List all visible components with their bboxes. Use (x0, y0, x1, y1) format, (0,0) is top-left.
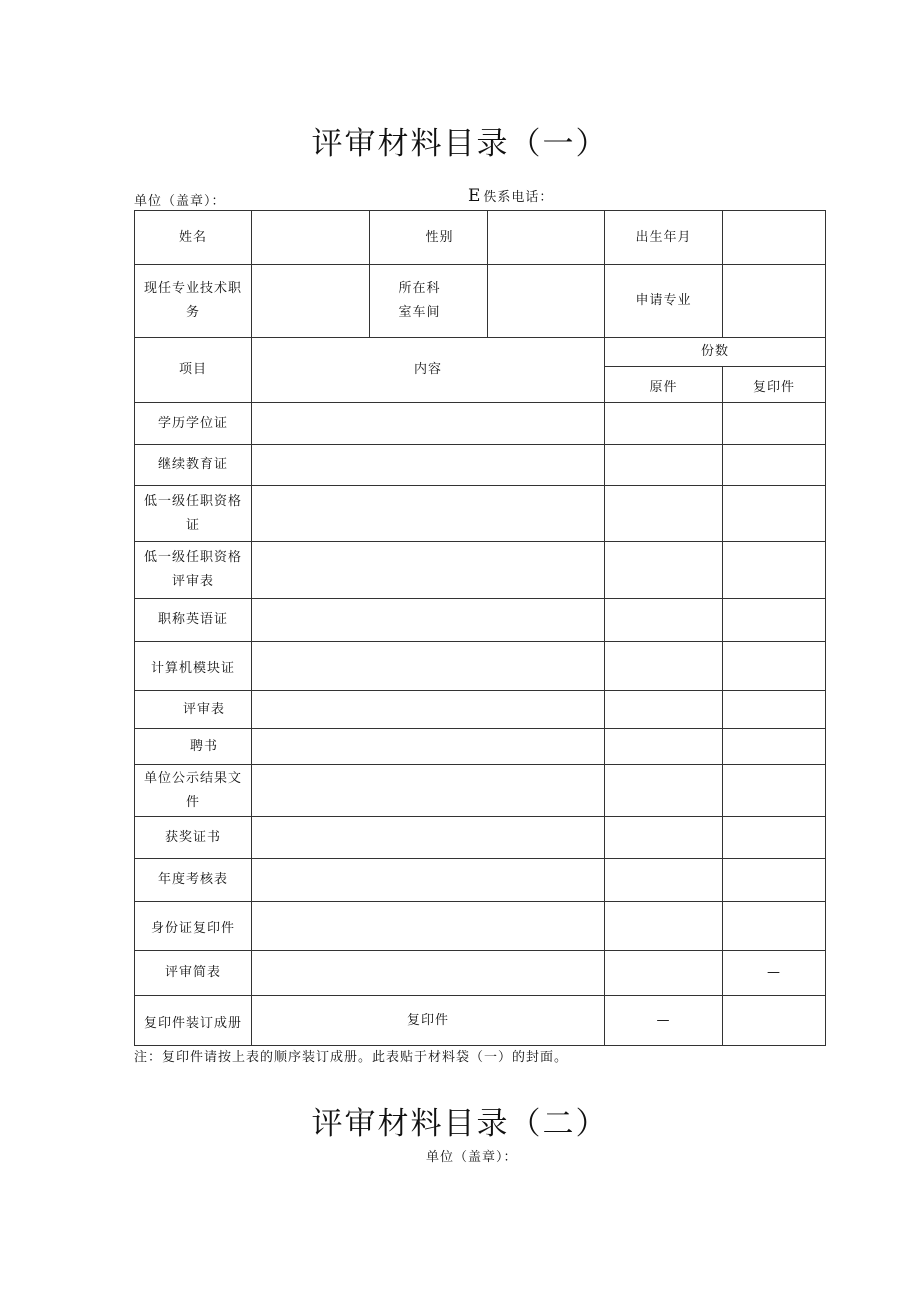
row-item: 职称英语证 (135, 599, 252, 642)
row-original[interactable] (605, 765, 723, 817)
table-row (135, 729, 826, 765)
row-copy[interactable] (723, 902, 826, 951)
row-original[interactable] (605, 542, 723, 599)
row-original[interactable] (605, 486, 723, 542)
unit-label: 单位（盖章）： (134, 194, 226, 209)
phone-label (468, 186, 553, 206)
col-original-header: 原件 (605, 367, 723, 403)
row-item: 学历学位证 (135, 403, 252, 445)
name-label: 姓名 (135, 211, 252, 265)
row-item: 低一级任职资格证 (135, 486, 252, 542)
row-content[interactable] (252, 445, 605, 486)
row-copy[interactable] (723, 691, 826, 729)
row-original[interactable] (605, 642, 723, 691)
table-row (135, 403, 826, 445)
row-original[interactable] (605, 599, 723, 642)
header-row-1 (135, 338, 826, 367)
row-content[interactable] (252, 859, 605, 902)
dept-label: 所在科室车间 (370, 265, 488, 338)
row-original[interactable] (605, 445, 723, 486)
row-copy[interactable] (723, 486, 826, 542)
col-photocopy-header: 复印件 (723, 367, 826, 403)
row-copy[interactable]: — (723, 951, 826, 996)
row-copy[interactable] (723, 642, 826, 691)
row-content[interactable] (252, 902, 605, 951)
info-row-1 (135, 211, 826, 265)
row-content[interactable]: 复印件 (252, 996, 605, 1046)
row-original[interactable] (605, 951, 723, 996)
row-copy[interactable] (723, 996, 826, 1046)
row-copy[interactable] (723, 445, 826, 486)
major-value[interactable] (723, 265, 826, 338)
row-item: 计算机模块证 (135, 642, 252, 691)
row-original[interactable]: — (605, 996, 723, 1046)
col-item-header: 项目 (135, 338, 252, 403)
row-item: 复印件装订成册 (135, 996, 252, 1046)
phone-label-text: 佚系电话： (483, 190, 554, 205)
row-original[interactable] (605, 859, 723, 902)
phone-mark: E (468, 186, 481, 206)
unit-label-2: 单位（盖章）： (426, 1150, 518, 1165)
row-content[interactable] (252, 599, 605, 642)
row-item: 低一级任职资格评审表 (135, 542, 252, 599)
row-copy[interactable] (723, 599, 826, 642)
row-item: 身份证复印件 (135, 902, 252, 951)
row-copy[interactable] (723, 817, 826, 859)
row-original[interactable] (605, 691, 723, 729)
table-row (135, 859, 826, 902)
row-item: 评审简表 (135, 951, 252, 996)
table-row (135, 691, 826, 729)
row-content[interactable] (252, 765, 605, 817)
row-content[interactable] (252, 817, 605, 859)
table-row (135, 486, 826, 542)
table-row (135, 445, 826, 486)
row-copy[interactable] (723, 729, 826, 765)
row-original[interactable] (605, 403, 723, 445)
row-content[interactable] (252, 486, 605, 542)
dept-value[interactable] (488, 265, 605, 338)
col-content-header: 内容 (252, 338, 605, 403)
row-content[interactable] (252, 403, 605, 445)
row-item: 聘书 (135, 729, 252, 765)
table-row (135, 996, 826, 1046)
table-row (135, 951, 826, 996)
table-row (135, 765, 826, 817)
page-title: 评审材料目录（一） (311, 126, 609, 162)
row-content[interactable] (252, 951, 605, 996)
row-copy[interactable] (723, 859, 826, 902)
row-content[interactable] (252, 542, 605, 599)
birth-label: 出生年月 (605, 211, 723, 265)
position-label: 现任专业技术职务 (135, 265, 252, 338)
col-copies-header: 份数 (605, 338, 826, 367)
table-note: 注：复印件请按上表的顺序装订成册。此表贴于材料袋（一）的封面。 (134, 1050, 569, 1065)
position-value[interactable] (252, 265, 370, 338)
name-value[interactable] (252, 211, 370, 265)
row-item: 继续教育证 (135, 445, 252, 486)
major-label: 申请专业 (605, 265, 723, 338)
table-row (135, 642, 826, 691)
row-copy[interactable] (723, 542, 826, 599)
row-content[interactable] (252, 691, 605, 729)
row-item: 获奖证书 (135, 817, 252, 859)
row-copy[interactable] (723, 765, 826, 817)
page-title-2: 评审材料目录（二） (311, 1106, 609, 1142)
table-row (135, 542, 826, 599)
gender-label: 性别 (370, 211, 488, 265)
gender-value[interactable] (488, 211, 605, 265)
row-original[interactable] (605, 817, 723, 859)
table-row (135, 902, 826, 951)
table-row (135, 599, 826, 642)
materials-table (134, 210, 826, 1046)
row-item: 评审表 (135, 691, 252, 729)
row-original[interactable] (605, 729, 723, 765)
row-content[interactable] (252, 729, 605, 765)
row-item: 单位公示结果文件 (135, 765, 252, 817)
row-item: 年度考核表 (135, 859, 252, 902)
birth-value[interactable] (723, 211, 826, 265)
row-original[interactable] (605, 902, 723, 951)
row-copy[interactable] (723, 403, 826, 445)
table-row (135, 817, 826, 859)
row-content[interactable] (252, 642, 605, 691)
info-row-2 (135, 265, 826, 338)
